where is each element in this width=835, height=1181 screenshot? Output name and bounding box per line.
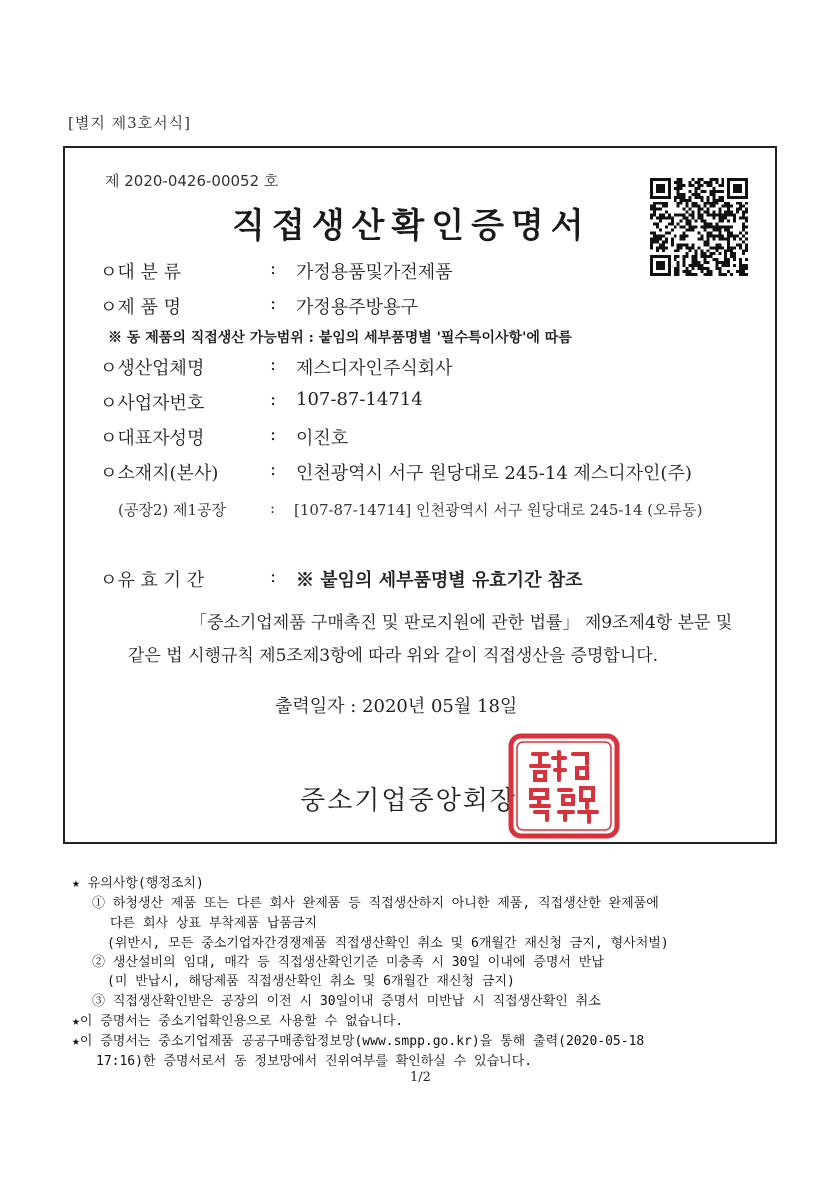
note-item-1-line-1: ① 하청생산 제품 또는 다른 회사 완제품 등 직접생산하지 아니한 제품, 직접생산한 완제품에 (92, 896, 659, 911)
note-item-2-line-1: ② 생산설비의 임대, 매각 등 직접생산확인기준 미충족 시 30일 이내에 증명서 반납 (92, 955, 604, 970)
page-number: 1/2 (410, 1070, 431, 1085)
colon: : (270, 354, 277, 375)
colon: : (270, 389, 277, 410)
form-label: [별지 제3호서식] (68, 114, 191, 132)
note-item-1-line-2: 다른 회사 상표 부착제품 납품금지 (110, 916, 318, 931)
colon: : (270, 424, 277, 445)
colon: : (270, 258, 277, 279)
note-star-1: ★이 증명서는 중소기업확인용으로 사용할 수 없습니다. (72, 1014, 404, 1029)
official-seal (507, 732, 621, 840)
production-scope-note: ※ 동 제품의 직접생산 가능범위 : 붙임의 세부품명별 '필수특이사항'에 따름 (108, 330, 572, 346)
ceo-label: ㅇ대표자성명 (100, 428, 205, 449)
ceo-value: 이진호 (296, 428, 349, 449)
note-item-2-line-2: (미 반납시, 해당제품 직접생산확인 취소 및 6개월간 재신청 금지) (107, 974, 515, 989)
category-value: 가정용품및가전제품 (296, 262, 453, 283)
certificate-number: 제 2020-0426-00052 호 (105, 172, 279, 190)
validity-value: ※ 붙임의 세부품명별 유효기간 참조 (296, 570, 583, 591)
note-star-2-line-2: 17:16)한 증명서로서 동 정보망에서 진위여부를 확인하실 수 있습니다. (96, 1054, 533, 1069)
colon: : (270, 459, 277, 480)
certificate-title: 직접생산확인증명서 (232, 206, 591, 246)
note-star-2-line-1: ★이 증명서는 중소기업제품 공공구매종합정보망(www.smpp.go.kr)을 통해 출력(2020-05-18 (72, 1034, 645, 1049)
validity-label: ㅇ유 효 기 간 (100, 570, 205, 591)
business-number-label: ㅇ사업자번호 (100, 393, 205, 414)
colon: : (270, 499, 276, 517)
issue-date: 출력일자 : 2020년 05월 18일 (275, 696, 518, 717)
note-item-1-line-3: (위반시, 모든 중소기업자간경쟁제품 직접생산확인 취소 및 6개월간 재신청 금지, 형사처벌) (107, 936, 669, 951)
issuer-name: 중소기업중앙회장 (300, 786, 517, 816)
factory-label: (공장2) 제1공장 (118, 501, 227, 519)
colon: : (270, 566, 277, 587)
legal-basis-line-2: 같은 법 시행규칙 제5조제3항에 따라 위와 같이 직접생산을 증명합니다. (128, 646, 659, 666)
qr-code (650, 178, 748, 276)
legal-basis-line-1: 「중소기업제품 구매촉진 및 판로지원에 관한 법률」 제9조제4항 본문 및 (190, 613, 733, 633)
factory-value: [107-87-14714] 인천광역시 서구 원당대로 245-14 (오류동) (294, 501, 703, 519)
company-value: 제스디자인주식회사 (296, 358, 453, 379)
note-item-3: ③ 직접생산확인받은 공장의 이전 시 30일이내 증명서 미반납 시 직접생산확인 취소 (92, 994, 601, 1009)
category-label: ㅇ대 분 류 (100, 262, 181, 283)
address-label: ㅇ소재지(본사) (100, 463, 219, 484)
product-value: 가정용주방용구 (296, 297, 418, 318)
notes-heading: ★ 유의사항(행정조치) (72, 876, 204, 891)
business-number-value: 107-87-14714 (296, 389, 423, 410)
company-label: ㅇ생산업체명 (100, 358, 205, 379)
colon: : (270, 293, 277, 314)
address-value: 인천광역시 서구 원당대로 245-14 제스디자인(주) (296, 463, 692, 484)
product-label: ㅇ제 품 명 (100, 297, 181, 318)
